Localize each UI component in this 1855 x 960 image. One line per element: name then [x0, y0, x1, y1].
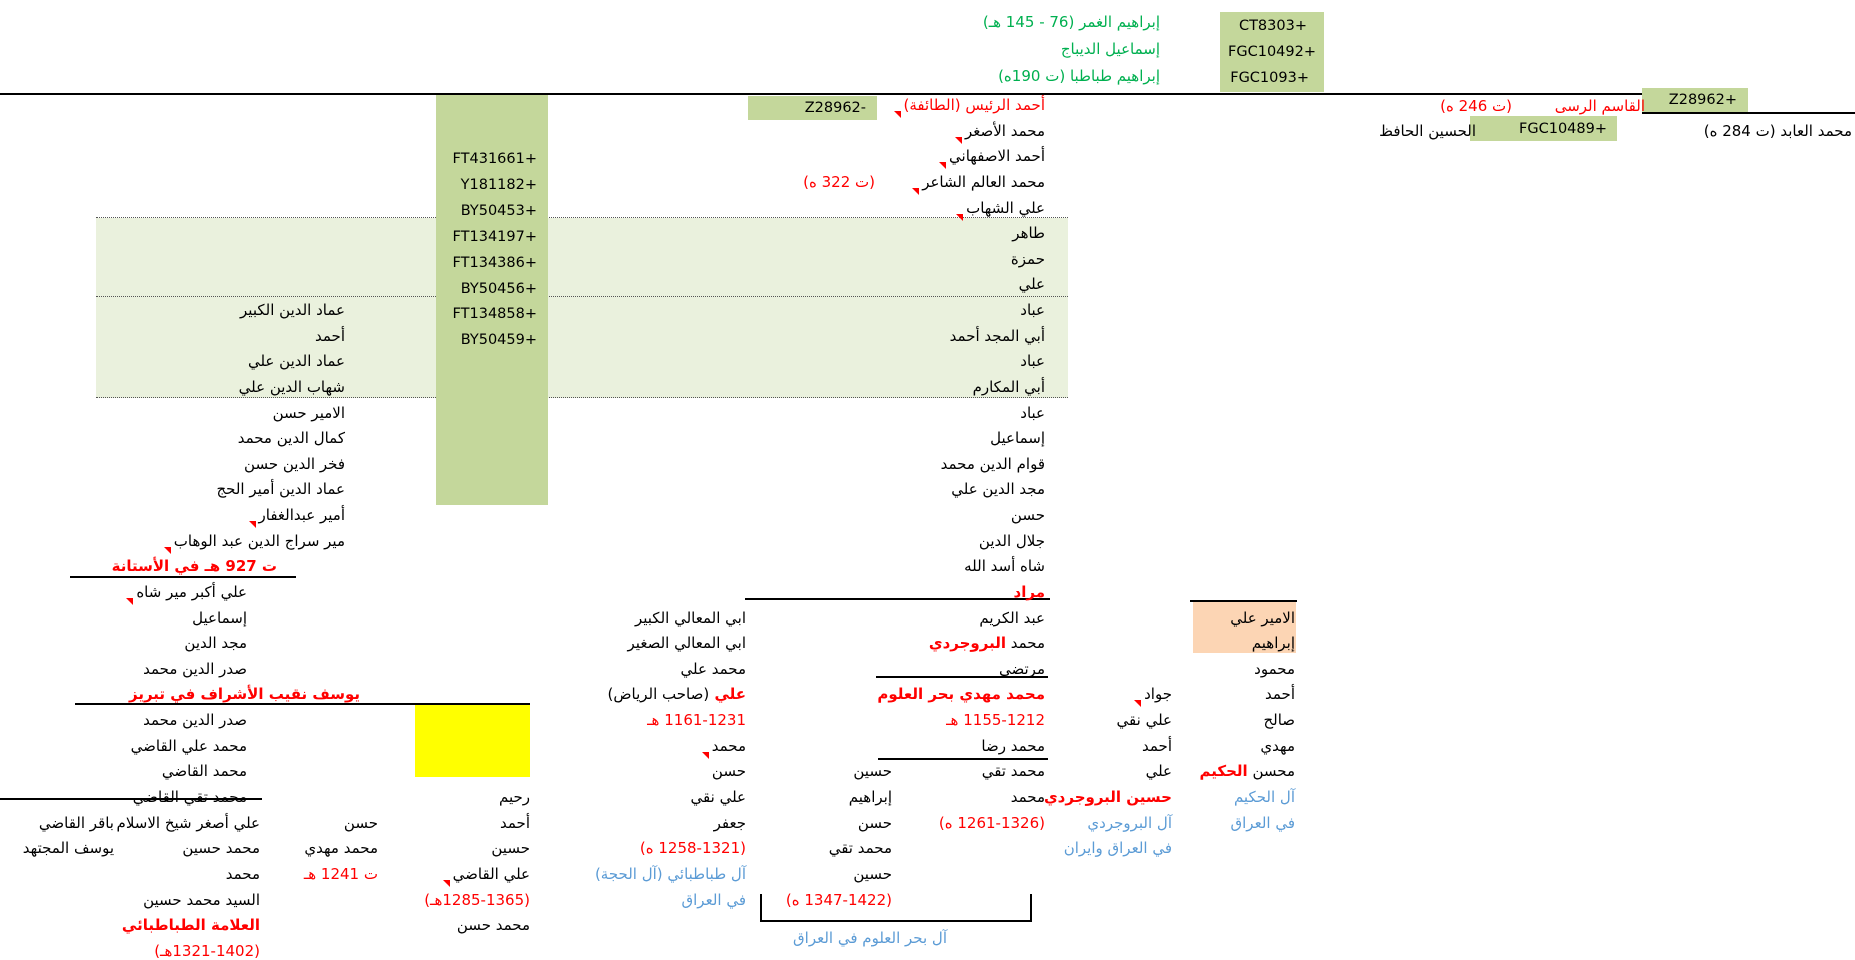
name-text: الحكيم	[1199, 762, 1248, 781]
family-bracket-horizontal	[760, 920, 1032, 922]
comment-marker-icon	[126, 598, 133, 605]
person-cell[interactable]	[249, 505, 346, 525]
name-text: علي نقي	[690, 788, 746, 806]
name-text: محمد تقي القاضي	[132, 788, 247, 806]
name-text: حسين	[853, 864, 892, 883]
name-text: علي	[1018, 275, 1045, 294]
name-text: 1155-1212 هـ	[946, 711, 1045, 730]
comment-marker-icon	[912, 188, 919, 195]
person-cell[interactable]	[1142, 736, 1172, 756]
person-cell[interactable]	[344, 813, 378, 833]
name-text: أبي المكارم	[972, 377, 1045, 396]
person-cell[interactable]	[1011, 249, 1045, 269]
name-text: جعفر	[713, 813, 746, 832]
person-cell[interactable]	[1379, 121, 1476, 141]
person-cell[interactable]	[1440, 96, 1512, 116]
snp-label[interactable]	[805, 98, 866, 118]
person-cell[interactable]	[273, 403, 345, 423]
name-text: علي أكبر مير شاه	[136, 582, 247, 601]
name-text: أمير عبدالغفار	[258, 506, 345, 525]
name-text: Z28962+	[1668, 92, 1737, 108]
snp-label[interactable]	[1519, 119, 1607, 139]
name-text: إسماعيل	[192, 608, 247, 627]
person-cell[interactable]	[702, 736, 746, 756]
person-cell[interactable]	[983, 12, 1160, 32]
person-cell[interactable]	[829, 838, 892, 858]
person-cell[interactable]	[238, 428, 345, 448]
person-cell[interactable]	[1260, 736, 1295, 756]
person-cell[interactable]	[786, 890, 892, 910]
name-text: يوسف نقيب الأشراف في تبريز	[129, 685, 360, 704]
snp-label[interactable]	[461, 175, 537, 195]
name-text: يوسف المجتهد	[22, 839, 114, 858]
person-cell[interactable]	[244, 454, 345, 474]
person-cell[interactable]	[23, 838, 114, 858]
person-cell[interactable]	[1011, 787, 1045, 807]
snp-label[interactable]	[461, 330, 537, 350]
name-text: آل طباطبائي (آل الحجة)	[594, 864, 746, 883]
person-cell[interactable]	[939, 813, 1045, 833]
name-text: ت 1241 هـ	[303, 864, 378, 883]
snp-label[interactable]	[1669, 90, 1737, 110]
name-text: أحمد	[500, 813, 530, 832]
person-cell[interactable]	[1230, 608, 1295, 628]
name-text: (1261-1326 ه)	[938, 813, 1045, 832]
name-text: FGC1093+	[1230, 70, 1309, 86]
name-text: محمد الأصغر	[964, 121, 1045, 140]
person-cell[interactable]	[1555, 96, 1645, 116]
name-text: صدر الدين محمد	[143, 659, 247, 678]
name-text: محمد مهدي	[304, 839, 378, 858]
name-text: أحمد الرئيس (الطائفة)	[903, 96, 1045, 114]
name-text: في العراق وايران	[1063, 839, 1172, 858]
name-text: صالح	[1263, 711, 1295, 730]
person-cell[interactable]	[998, 66, 1160, 86]
dotted-divider-2	[96, 296, 1068, 297]
name-text: رحيم	[498, 788, 530, 806]
person-cell[interactable]	[1263, 710, 1295, 730]
name-text: مير سراج الدين عبد الوهاب	[173, 531, 345, 550]
person-cell[interactable]	[1020, 403, 1045, 423]
family-bracket-right	[1030, 894, 1032, 921]
person-cell[interactable]	[1012, 223, 1045, 243]
name-text: حسين	[491, 839, 530, 858]
comment-marker-icon	[955, 137, 962, 144]
person-cell[interactable]	[628, 633, 746, 653]
person-cell[interactable]	[457, 915, 530, 935]
person-cell[interactable]	[248, 351, 345, 371]
name-text: محمد تقي	[981, 762, 1045, 781]
person-cell[interactable]	[912, 172, 1045, 192]
name-text: FT134858+	[452, 306, 537, 323]
name-text: البروجردي	[928, 634, 1006, 653]
person-cell[interactable]	[239, 377, 345, 397]
comment-marker-icon	[164, 547, 171, 554]
person-cell[interactable]	[999, 659, 1045, 679]
name-text: محمد حسن	[456, 916, 530, 935]
name-text: (1258-1321 ه)	[639, 839, 746, 858]
person-cell[interactable]	[499, 787, 530, 807]
person-cell[interactable]	[877, 684, 1045, 704]
name-text: ابي المعالي الكبير	[634, 608, 746, 627]
snp-label[interactable]	[453, 304, 537, 324]
dotted-divider-1	[96, 217, 1068, 218]
name-text: عباد	[1020, 301, 1045, 320]
name-text: مراد	[1013, 582, 1045, 601]
person-cell[interactable]	[929, 633, 1045, 653]
comment-marker-icon	[702, 752, 709, 759]
name-text: CT8303+	[1238, 18, 1307, 34]
name-text: أحمد الاصفهاني	[949, 147, 1045, 166]
person-cell[interactable]	[443, 864, 530, 884]
snp-label[interactable]	[1239, 16, 1307, 36]
name-text: إسماعيل الديباج	[1060, 40, 1160, 58]
person-cell[interactable]	[979, 608, 1045, 628]
person-cell[interactable]	[941, 454, 1045, 474]
person-cell[interactable]	[1704, 121, 1852, 141]
person-cell[interactable]	[950, 326, 1045, 346]
person-cell[interactable]	[979, 531, 1045, 551]
person-cell[interactable]	[1014, 582, 1045, 602]
person-cell[interactable]	[982, 761, 1045, 781]
family-branch-label[interactable]	[1234, 787, 1295, 807]
name-text: علي القاضي	[452, 864, 530, 883]
family-bracket-left	[760, 894, 762, 921]
family-branch-label[interactable]	[793, 928, 947, 948]
name-text: عماد الدين علي	[247, 352, 345, 371]
name-text: علي	[709, 685, 746, 704]
name-text: BY50453+	[460, 202, 537, 219]
name-text: عماد الدين أمير الحج	[216, 480, 345, 499]
snp-label[interactable]	[1228, 42, 1316, 62]
name-text: السيد محمد حسين	[143, 890, 260, 909]
name-text: FGC10492+	[1228, 44, 1316, 60]
name-text: محمد رضا	[981, 736, 1045, 755]
name-text: FT431661+	[452, 151, 537, 167]
name-text: علي نقي	[1116, 711, 1172, 730]
name-text: حسن	[1010, 506, 1045, 525]
name-text: (1321-1402هـ)	[154, 941, 260, 960]
name-text: (صاحب الرياض)	[607, 685, 710, 704]
person-cell[interactable]	[803, 172, 875, 192]
person-cell[interactable]	[691, 787, 746, 807]
name-text: الحسين الحافظ	[1379, 122, 1476, 140]
person-cell[interactable]	[640, 838, 746, 858]
person-cell[interactable]	[1134, 684, 1172, 704]
name-text: في العراق	[681, 890, 746, 909]
name-text: آل بحر العلوم في العراق	[793, 929, 947, 947]
name-text: شاه أسد الله	[964, 557, 1045, 576]
name-text: إبراهيم طباطبا (ت 190ه)	[998, 67, 1160, 85]
border-line-top	[0, 93, 1642, 95]
person-cell[interactable]	[894, 95, 1045, 115]
name-text: القاسم الرسى	[1554, 97, 1645, 115]
person-cell[interactable]	[240, 300, 345, 320]
name-text: محمد العابد (ت 284 ه)	[1703, 122, 1852, 140]
name-text: محمد مهدي بحر العلوم	[877, 685, 1045, 704]
person-cell[interactable]	[1252, 633, 1295, 653]
name-text: فخر الدين حسن	[244, 454, 345, 473]
person-cell[interactable]	[164, 531, 345, 551]
person-cell[interactable]	[126, 582, 247, 602]
name-text: محمد العالم الشاعر	[922, 172, 1045, 191]
name-text: BY50459+	[460, 332, 537, 349]
name-text: مهدي	[1260, 736, 1295, 755]
person-cell[interactable]	[143, 659, 247, 679]
name-text: حسن	[857, 813, 892, 832]
person-cell[interactable]	[133, 787, 247, 807]
name-text: (1347-1422 ه)	[785, 890, 892, 909]
name-text: Y181182+	[460, 176, 537, 193]
comment-marker-icon	[956, 214, 963, 221]
name-text: محمد	[225, 864, 260, 883]
name-text: FT134197+	[452, 228, 537, 245]
person-cell[interactable]	[1019, 274, 1045, 294]
name-text: إبراهيم الغمر (76 - 145 هـ)	[982, 13, 1160, 31]
person-cell[interactable]	[1200, 761, 1296, 781]
generation-band-1	[96, 218, 1068, 297]
family-branch-label[interactable]	[1064, 838, 1172, 858]
person-cell[interactable]	[1020, 300, 1045, 320]
person-cell[interactable]	[1044, 787, 1172, 807]
name-text: باقر القاضي	[38, 813, 114, 832]
name-text: العلامة الطباطبائي	[121, 916, 260, 935]
name-text: محسن	[1247, 762, 1295, 781]
person-cell[interactable]	[1254, 659, 1295, 679]
person-cell[interactable]	[226, 864, 260, 884]
snp-label[interactable]	[461, 279, 537, 299]
person-cell[interactable]	[112, 556, 277, 576]
person-cell[interactable]	[647, 710, 746, 730]
person-cell[interactable]	[143, 890, 260, 910]
name-text: أحمد	[1142, 736, 1172, 755]
person-cell[interactable]	[182, 838, 260, 858]
border-line-amir-ali	[1190, 600, 1297, 602]
person-cell[interactable]	[1011, 505, 1045, 525]
name-text: حسن	[343, 813, 378, 832]
border-line-top-right	[1642, 112, 1855, 114]
person-cell[interactable]	[635, 608, 746, 628]
border-line-murad	[745, 598, 1050, 600]
person-cell[interactable]	[184, 633, 247, 653]
name-text: علي أصغر شيخ الاسلام	[116, 813, 260, 832]
name-text: (ت 246 ه)	[1440, 97, 1512, 115]
name-text: قوام الدين محمد	[940, 454, 1045, 473]
family-branch-label[interactable]	[595, 864, 746, 884]
person-cell[interactable]	[500, 813, 530, 833]
comment-marker-icon	[1134, 700, 1141, 707]
dotted-divider-3	[96, 397, 1068, 398]
snp-label[interactable]	[461, 201, 537, 221]
snp-label[interactable]	[453, 149, 537, 169]
person-cell[interactable]	[1061, 39, 1160, 59]
family-branch-label[interactable]	[682, 890, 747, 910]
family-branch-label[interactable]	[1087, 813, 1172, 833]
name-text: حمزة	[1010, 249, 1045, 268]
name-text: آل البروجردي	[1087, 813, 1172, 832]
name-text: في العراق	[1230, 813, 1295, 832]
name-text: صدر الدين محمد	[143, 711, 247, 730]
name-text: محمد حسين	[182, 839, 260, 858]
name-text: 1161-1231 هـ	[647, 711, 746, 730]
person-cell[interactable]	[608, 684, 746, 704]
snp-label[interactable]	[453, 227, 537, 247]
person-cell[interactable]	[154, 941, 260, 960]
name-text: Z28962-	[804, 100, 866, 116]
name-text: جواد	[1144, 685, 1172, 704]
person-cell[interactable]	[858, 813, 892, 833]
name-text: محمد علي	[680, 659, 746, 678]
person-cell[interactable]	[1146, 761, 1172, 781]
person-cell[interactable]	[712, 761, 746, 781]
name-text: الامير علي	[1230, 608, 1295, 627]
person-cell[interactable]	[939, 146, 1045, 166]
name-text: محمد علي القاضي	[130, 736, 247, 755]
name-text: علي الشهاب	[966, 198, 1045, 217]
name-text: محمود	[1254, 659, 1295, 678]
name-text: مجد الدين	[184, 634, 247, 653]
person-cell[interactable]	[143, 710, 247, 730]
family-branch-label[interactable]	[1231, 813, 1296, 833]
name-text: طاهر	[1012, 224, 1045, 243]
name-text: FT134386+	[452, 254, 537, 271]
person-cell[interactable]	[714, 813, 746, 833]
snp-label[interactable]	[453, 253, 537, 273]
yellow-highlight-block[interactable]	[415, 704, 530, 777]
person-cell[interactable]	[955, 121, 1045, 141]
name-text: أحمد	[1265, 685, 1295, 704]
person-cell[interactable]	[849, 787, 892, 807]
comment-marker-icon	[894, 111, 901, 118]
name-text: (ت 322 ه)	[803, 173, 875, 191]
name-text: أحمد	[315, 326, 345, 345]
person-cell[interactable]	[491, 838, 530, 858]
person-cell[interactable]	[304, 838, 378, 858]
person-cell[interactable]	[39, 813, 114, 833]
name-text: عباد	[1020, 352, 1045, 371]
name-text: إبراهيم	[1251, 634, 1295, 653]
name-text: (1285-1365هـ)	[424, 890, 530, 909]
person-cell[interactable]	[951, 479, 1045, 499]
snp-label[interactable]	[1230, 68, 1309, 88]
person-cell[interactable]	[162, 761, 247, 781]
person-cell[interactable]	[956, 198, 1045, 218]
person-cell[interactable]	[117, 813, 260, 833]
name-text: ت 927 هـ في الأستانة	[111, 557, 277, 576]
name-text: مرتضى	[999, 659, 1045, 678]
comment-marker-icon	[939, 162, 946, 169]
person-cell[interactable]	[424, 890, 530, 910]
name-text: محمد	[1010, 788, 1045, 806]
person-cell[interactable]	[1020, 351, 1045, 371]
name-text: FGC10489+	[1519, 121, 1607, 137]
name-text: إبراهيم	[848, 788, 892, 806]
name-text: جلال الدين	[978, 531, 1045, 550]
person-cell[interactable]	[122, 915, 260, 935]
name-text: أبي المجد أحمد	[949, 326, 1045, 345]
name-text: الامير حسن	[272, 403, 345, 422]
person-cell[interactable]	[853, 864, 892, 884]
name-text: عماد الدين الكبير	[240, 301, 345, 320]
name-text: مجد الدين علي	[951, 480, 1045, 499]
person-cell[interactable]	[973, 377, 1045, 397]
name-text: حسين	[853, 762, 892, 781]
person-cell[interactable]	[129, 684, 360, 704]
border-line-ridha	[878, 758, 1048, 760]
person-cell[interactable]	[192, 608, 247, 628]
person-cell[interactable]	[315, 326, 345, 346]
name-text: ابي المعالي الصغير	[627, 634, 746, 653]
name-text: شهاب الدين علي	[238, 377, 345, 396]
person-cell[interactable]	[217, 479, 346, 499]
person-cell[interactable]	[990, 428, 1045, 448]
person-cell[interactable]	[981, 736, 1045, 756]
person-cell[interactable]	[964, 556, 1045, 576]
name-text: إسماعيل	[990, 429, 1045, 448]
person-cell[interactable]	[131, 736, 247, 756]
name-text: BY50456+	[460, 280, 537, 297]
name-text: محمد القاضي	[161, 762, 247, 781]
name-text: آل الحكيم	[1233, 788, 1295, 806]
name-text: عبد الكريم	[979, 608, 1045, 627]
name-text: علي	[1145, 762, 1172, 781]
person-cell[interactable]	[853, 761, 892, 781]
comment-marker-icon	[443, 880, 450, 887]
person-cell[interactable]	[1265, 684, 1295, 704]
person-cell[interactable]	[681, 659, 746, 679]
comment-marker-icon	[249, 521, 256, 528]
name-text: حسين البروجردي	[1043, 788, 1172, 806]
name-text: محمد تقي	[828, 839, 892, 858]
person-cell[interactable]	[946, 710, 1045, 730]
name-text: محمد	[1005, 634, 1045, 653]
name-text: محمد	[711, 736, 746, 755]
person-cell[interactable]	[1117, 710, 1172, 730]
name-text: عباد	[1020, 403, 1045, 422]
name-text: حسن	[711, 762, 746, 781]
person-cell[interactable]	[304, 864, 378, 884]
name-text: كمال الدين محمد	[237, 429, 345, 448]
